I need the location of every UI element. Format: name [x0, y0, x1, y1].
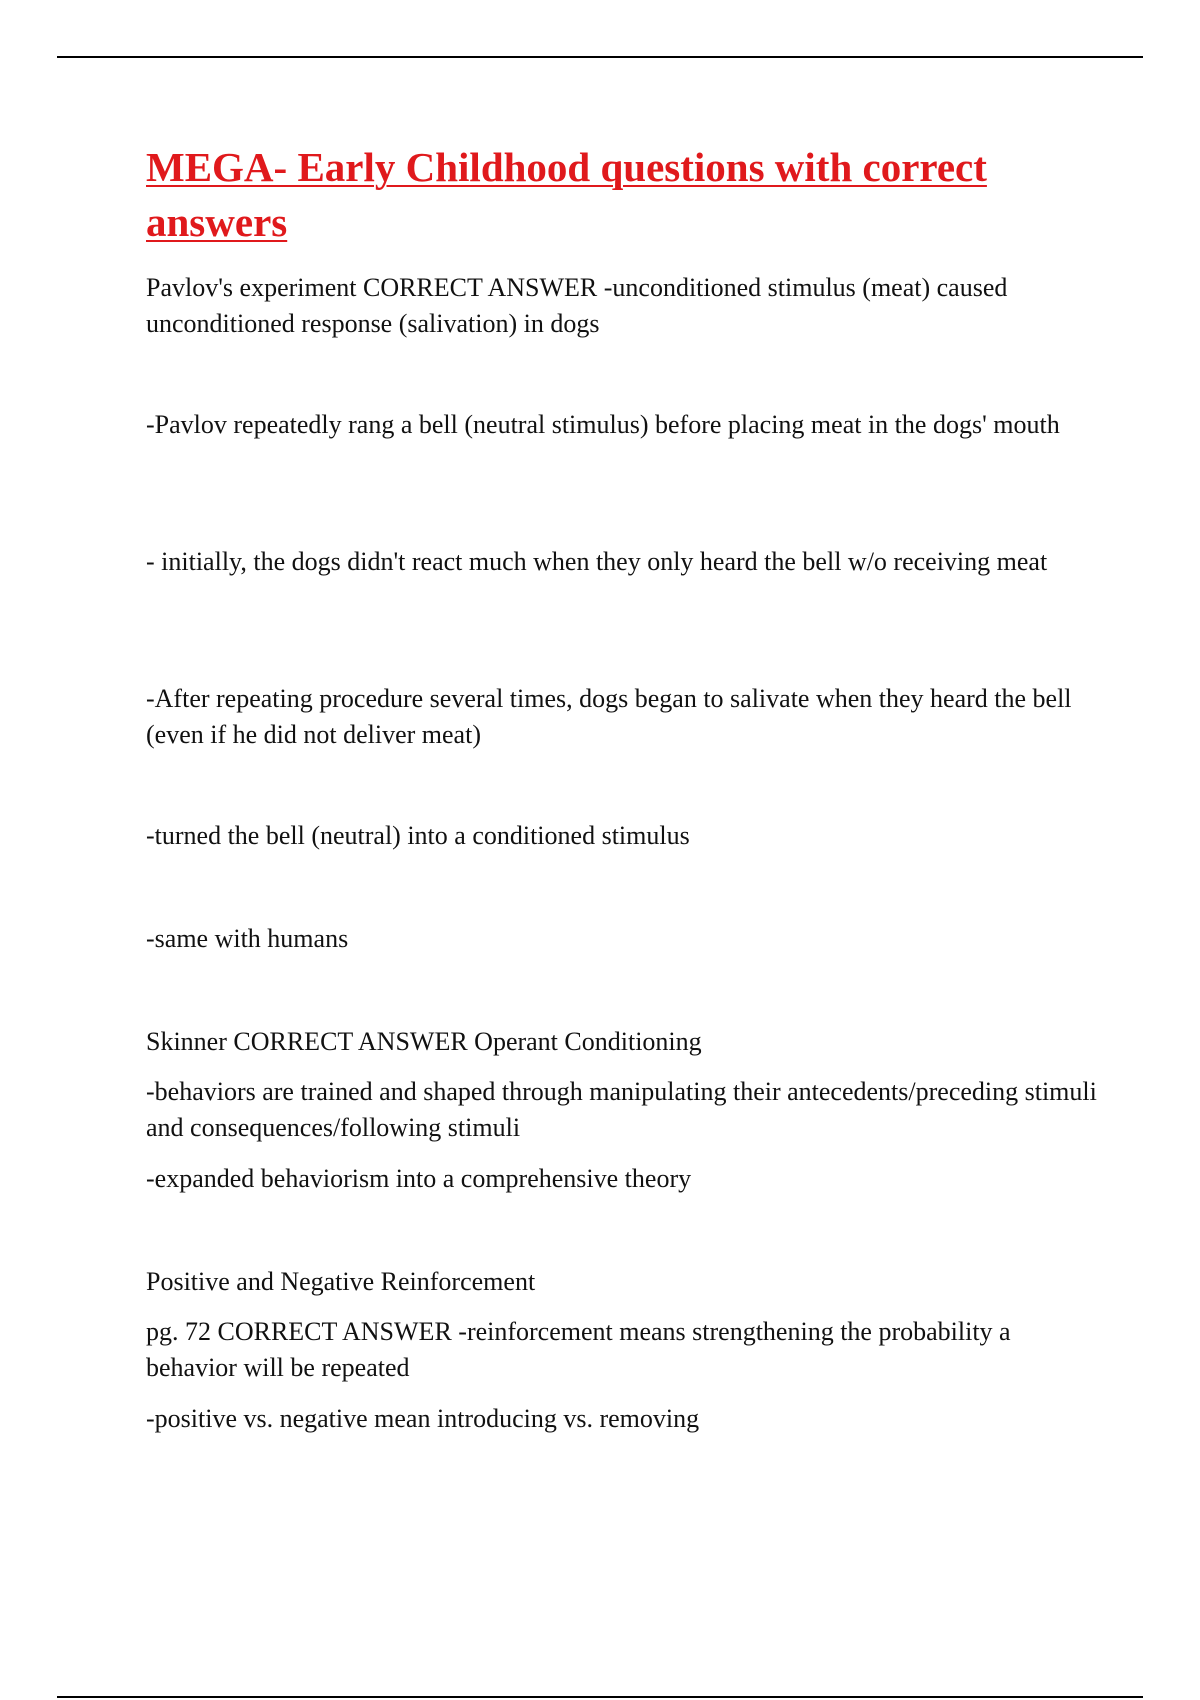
paragraph-expanded-behaviorism: -expanded behaviorism into a comprehensive theory [146, 1164, 692, 1193]
paragraph-pavlov-bell: -Pavlov repeatedly rang a bell (neutral stimulus) before placing meat in the dogs' mouth [146, 410, 1060, 439]
paragraph-pavlov-experiment: Pavlov's experiment CORRECT ANSWER -unconditioned stimulus (meat) caused unconditioned response (salivation) in dogs [146, 273, 1008, 338]
paragraph-initially: - initially, the dogs didn't react much when they only heard the bell w/o receiving meat [146, 547, 1048, 576]
top-rule [57, 56, 1143, 58]
bottom-rule [57, 1696, 1143, 1698]
paragraph-after-repeating: -After repeating procedure several times, dogs began to salivate when they heard the bell (even if he did not deliver meat) [146, 684, 1072, 749]
paragraph-same-with-humans: -same with humans [146, 924, 349, 953]
paragraph-conditioned-stimulus: -turned the bell (neutral) into a conditioned stimulus [146, 821, 690, 850]
document-title: MEGA- Early Childhood questions with correct answers [146, 144, 987, 245]
document-body [146, 140, 1106, 1433]
paragraph-reinforcement-heading: Positive and Negative Reinforcement [146, 1267, 536, 1296]
paragraph-positive-negative: -positive vs. negative mean introducing vs. removing [146, 1404, 700, 1433]
paragraph-reinforcement-definition: pg. 72 CORRECT ANSWER -reinforcement means strengthening the probability a behavior will be repeated [146, 1317, 1011, 1382]
paragraph-behaviors-trained: -behaviors are trained and shaped through manipulating their antecedents/preceding stimuli and consequences/following stimuli [146, 1077, 1097, 1142]
paragraph-skinner: Skinner CORRECT ANSWER Operant Conditioning [146, 1027, 702, 1056]
